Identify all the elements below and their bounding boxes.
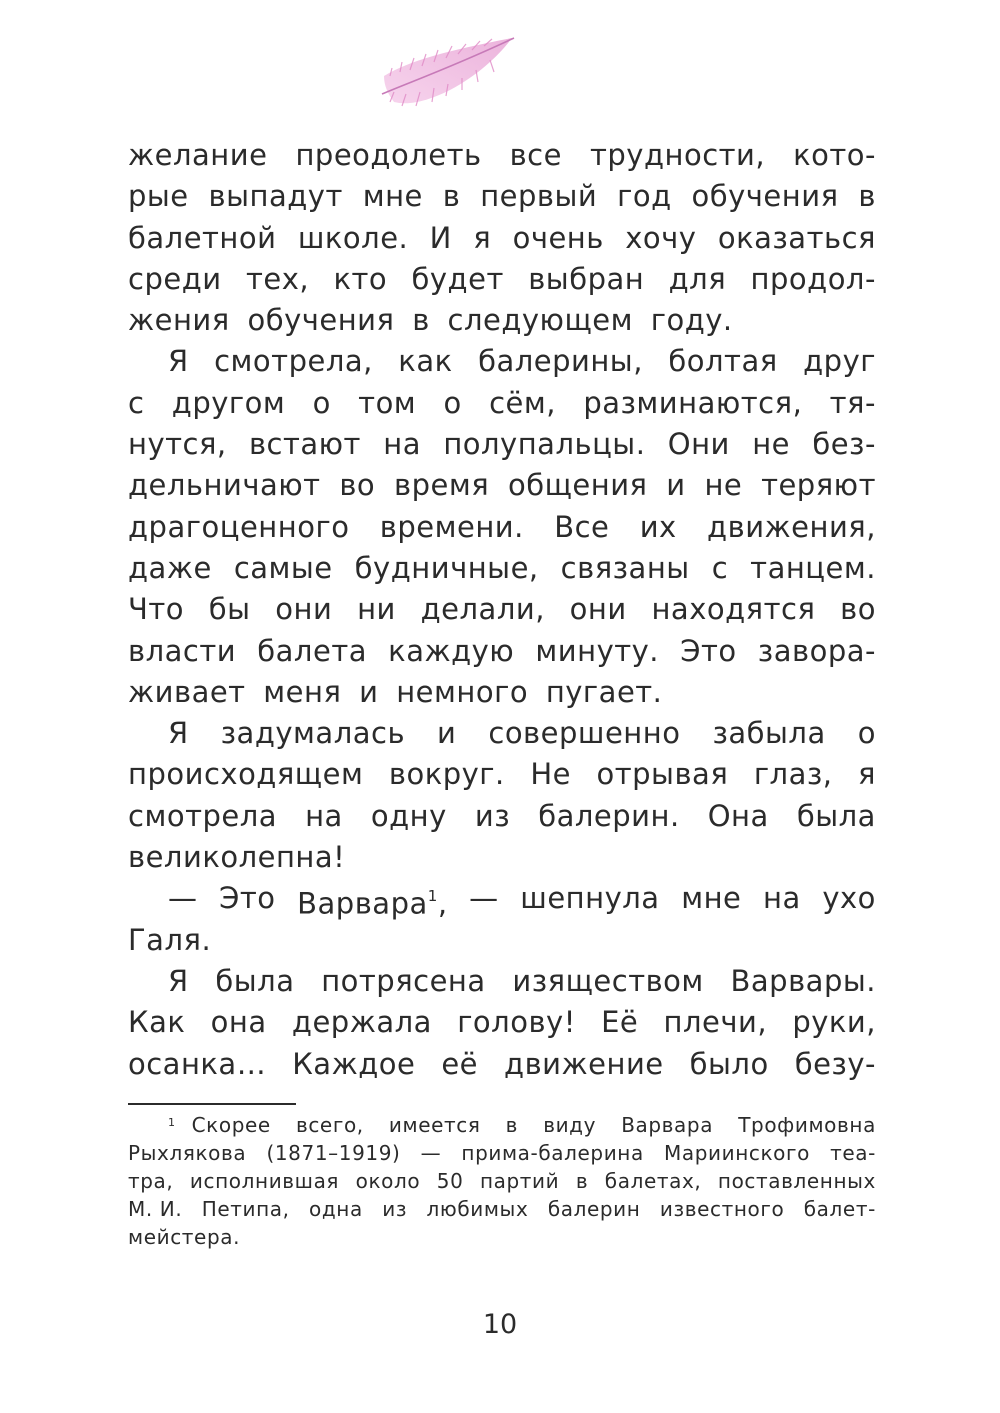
word: Петипа, xyxy=(201,1197,290,1221)
word: хочу xyxy=(625,220,697,255)
word: оказаться xyxy=(717,220,876,255)
text-line xyxy=(128,1044,876,1085)
word: Все xyxy=(554,509,610,544)
word: она xyxy=(210,1005,267,1040)
word: пугает. xyxy=(545,674,663,709)
word: без- xyxy=(812,427,876,462)
word: было xyxy=(689,1046,769,1081)
word: другом xyxy=(171,385,286,420)
word: живает xyxy=(128,674,246,709)
word: Галя. xyxy=(128,922,212,957)
word: осанка… xyxy=(128,1046,267,1081)
word: встают xyxy=(248,427,361,462)
word: задумалась xyxy=(220,716,406,751)
word: И xyxy=(429,220,452,255)
word: смотрела, xyxy=(214,344,373,379)
text-line xyxy=(128,961,876,1002)
text-line xyxy=(128,754,876,795)
word: они xyxy=(569,592,627,627)
text-line xyxy=(128,259,876,300)
word: самые xyxy=(233,550,333,585)
text-line xyxy=(128,135,876,176)
word: во xyxy=(339,468,376,503)
word: бы xyxy=(208,592,251,627)
word: времени. xyxy=(379,509,524,544)
text-line xyxy=(128,548,876,589)
word: выбран xyxy=(528,261,645,296)
word: — xyxy=(168,881,198,916)
word: балетах, xyxy=(604,1169,702,1193)
word: балетной xyxy=(128,220,277,255)
word: о xyxy=(443,385,462,420)
word: драгоценного xyxy=(128,509,350,544)
word: движение xyxy=(504,1046,664,1081)
word: в xyxy=(505,1113,519,1137)
word: Варвары. xyxy=(730,963,876,998)
word: плечи, xyxy=(663,1005,768,1040)
word: танцем. xyxy=(750,550,876,585)
word: М. И. xyxy=(128,1197,183,1221)
footnote-line xyxy=(128,1195,876,1223)
word: с xyxy=(711,550,729,585)
footnote-line xyxy=(128,1111,876,1139)
word: школе. xyxy=(297,220,409,255)
word: в xyxy=(412,303,430,338)
word: балерин. xyxy=(538,798,680,833)
feather-icon xyxy=(380,32,520,112)
word: всего, xyxy=(295,1113,364,1137)
word: глаз, xyxy=(753,757,833,792)
word: безу- xyxy=(794,1046,876,1081)
word: болтая xyxy=(668,344,778,379)
page-number: 10 xyxy=(482,1309,518,1340)
word: время xyxy=(393,468,490,503)
word: отрывая xyxy=(596,757,729,792)
word: Мариинского xyxy=(664,1141,810,1165)
word: с xyxy=(128,385,145,420)
word: из xyxy=(474,798,511,833)
word: и xyxy=(359,674,379,709)
word: Трофимовна xyxy=(738,1113,876,1137)
word: Варвара xyxy=(621,1113,714,1137)
word: о xyxy=(312,385,331,420)
text-line xyxy=(128,383,876,424)
word: Как xyxy=(128,1005,186,1040)
word: Каждое xyxy=(292,1046,416,1081)
text-line xyxy=(128,672,876,713)
word: минуту. xyxy=(535,633,660,668)
footnote xyxy=(128,1111,876,1251)
footnote-first-word xyxy=(168,1111,271,1139)
word: ни xyxy=(357,592,396,627)
text-line xyxy=(128,631,876,672)
word: совершенно xyxy=(488,716,681,751)
word: Рыхлякова xyxy=(128,1141,247,1165)
word: Скорее xyxy=(191,1113,271,1137)
word: любимых xyxy=(426,1197,529,1221)
word: кто xyxy=(333,261,388,296)
word: виду xyxy=(543,1113,597,1137)
word: смотрела xyxy=(128,798,278,833)
text-line xyxy=(128,920,876,961)
word: меня xyxy=(263,674,342,709)
word: Не xyxy=(530,757,571,792)
word: теряют xyxy=(761,468,876,503)
word: изяществом xyxy=(512,963,704,998)
word: они xyxy=(275,592,333,627)
word: на xyxy=(383,427,421,462)
word: на xyxy=(305,798,343,833)
word: Она xyxy=(707,798,769,833)
word: среди xyxy=(128,261,222,296)
word: тя- xyxy=(829,385,876,420)
word: — xyxy=(469,881,499,916)
word: шепнула xyxy=(520,881,660,916)
word: дельничают xyxy=(128,468,321,503)
word: около xyxy=(355,1169,421,1193)
word: будничные, xyxy=(354,550,539,585)
word: жения xyxy=(128,303,230,338)
text-line xyxy=(128,796,876,837)
word: все xyxy=(509,138,562,172)
word: желание xyxy=(128,138,268,172)
footnote-separator xyxy=(128,1103,296,1105)
word: власти xyxy=(128,633,237,668)
word: балерин xyxy=(547,1197,641,1221)
word: теа- xyxy=(830,1141,876,1165)
word: держала xyxy=(291,1005,432,1040)
word: разминаются, xyxy=(583,385,803,420)
word: вокруг. xyxy=(388,757,505,792)
word: в xyxy=(575,1169,589,1193)
word: друг xyxy=(803,344,876,379)
word: Я xyxy=(168,344,189,379)
word: партий xyxy=(479,1169,560,1193)
word: из xyxy=(382,1197,408,1221)
word: обучения xyxy=(247,303,395,338)
word: балерины, xyxy=(478,344,643,379)
word: мейстера. xyxy=(128,1225,241,1249)
text-line xyxy=(128,176,876,217)
word: не xyxy=(704,468,743,503)
word: и xyxy=(437,716,457,751)
word: даже xyxy=(128,550,212,585)
word: я xyxy=(473,220,492,255)
word: тра, xyxy=(128,1169,174,1193)
word: во xyxy=(840,592,876,627)
footnote-line xyxy=(128,1139,876,1167)
word: поставленных xyxy=(717,1169,876,1193)
word: великолепна! xyxy=(128,840,346,875)
word: Что xyxy=(128,592,185,627)
word: рые xyxy=(128,179,189,214)
word: для xyxy=(668,261,727,296)
word: о xyxy=(857,716,876,751)
word: мне xyxy=(681,881,742,916)
word: мне xyxy=(362,179,423,214)
word: немного xyxy=(396,674,529,709)
word: как xyxy=(398,344,453,379)
word: на xyxy=(763,881,801,916)
word: их xyxy=(639,509,677,544)
word: выпадут xyxy=(208,179,343,214)
footnote-reference[interactable]: 1 xyxy=(427,887,438,906)
word: продол- xyxy=(750,261,876,296)
word: трудности, xyxy=(589,138,766,172)
footnote-marker: 1 xyxy=(168,1116,176,1129)
text-line xyxy=(128,507,876,548)
word: не xyxy=(752,427,791,462)
word: каждую xyxy=(388,633,515,668)
word: балета xyxy=(257,633,367,668)
word: в xyxy=(858,179,876,214)
word: преодолеть xyxy=(295,138,482,172)
word: первый xyxy=(480,179,598,214)
word: Я xyxy=(168,716,189,751)
word: исполнившая xyxy=(189,1169,340,1193)
word: происходящем xyxy=(128,757,364,792)
word: обучения xyxy=(691,179,839,214)
text-line xyxy=(128,837,876,878)
word: была xyxy=(796,798,876,833)
word: Я xyxy=(168,963,189,998)
word: — xyxy=(420,1141,442,1165)
text-line xyxy=(128,424,876,465)
word: известного xyxy=(659,1197,785,1221)
word: потрясена xyxy=(321,963,486,998)
word: движения, xyxy=(707,509,876,544)
word: Варвара$^1$, xyxy=(297,887,448,921)
text-line xyxy=(128,1002,876,1043)
word: кото- xyxy=(793,138,876,172)
word: году. xyxy=(650,303,733,338)
text-line xyxy=(128,713,876,754)
word: и xyxy=(666,468,686,503)
word: общения xyxy=(507,468,648,503)
word: сём, xyxy=(489,385,556,420)
word: одна xyxy=(309,1197,363,1221)
word: связаны xyxy=(560,550,690,585)
word: 50 xyxy=(436,1169,464,1193)
footnote-line xyxy=(128,1223,876,1251)
word: прима-балерина xyxy=(461,1141,644,1165)
word: имеется xyxy=(388,1113,481,1137)
word: ухо xyxy=(822,881,876,916)
word: балет- xyxy=(803,1197,876,1221)
body-text xyxy=(128,135,876,1085)
word: делали, xyxy=(420,592,545,627)
text-line xyxy=(128,218,876,259)
word: её xyxy=(441,1046,479,1081)
word: нутся, xyxy=(128,427,227,462)
text-line xyxy=(128,341,876,382)
word: голову! xyxy=(457,1005,576,1040)
word: следующем xyxy=(447,303,633,338)
word: очень xyxy=(512,220,604,255)
word: Они xyxy=(667,427,730,462)
word: том xyxy=(358,385,417,420)
word: полупальцы. xyxy=(443,427,646,462)
word: год xyxy=(617,179,672,214)
word: завора- xyxy=(757,633,876,668)
word: Это xyxy=(219,881,276,916)
word: одну xyxy=(370,798,447,833)
word: в xyxy=(442,179,461,214)
word: Это xyxy=(680,633,737,668)
word: Её xyxy=(601,1005,639,1040)
word: будет xyxy=(411,261,504,296)
text-line xyxy=(128,300,876,341)
footnote-line xyxy=(128,1167,876,1195)
word: руки, xyxy=(792,1005,876,1040)
word: забыла xyxy=(712,716,826,751)
word: (1871–1919) xyxy=(266,1141,401,1165)
word: была xyxy=(215,963,295,998)
word: тех, xyxy=(245,261,310,296)
word: я xyxy=(858,757,876,792)
word: находятся xyxy=(651,592,816,627)
text-line xyxy=(128,465,876,506)
text-line xyxy=(128,878,876,919)
text-line xyxy=(128,589,876,630)
